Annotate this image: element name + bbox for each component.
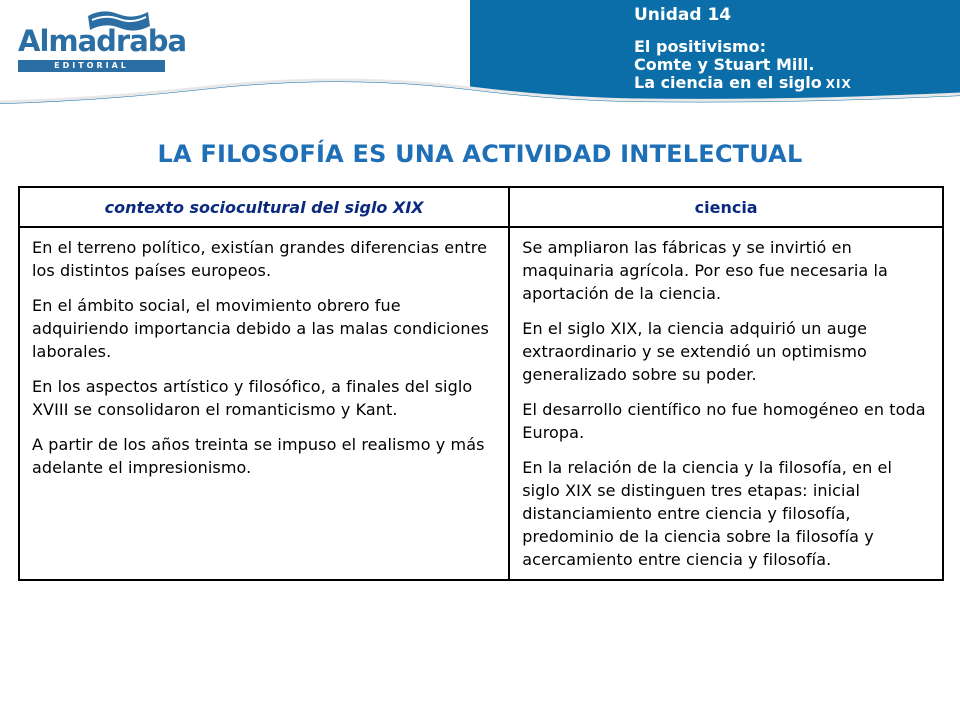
topic-line-3	[634, 74, 852, 93]
logo-subword: EDITORIAL	[18, 60, 165, 72]
cell-science	[509, 227, 943, 580]
topic-suffix: XIX	[825, 77, 852, 91]
logo-word: Almadraba	[18, 24, 187, 58]
cell-context	[19, 227, 509, 580]
topic-line-3-text: La ciencia en el siglo	[634, 73, 822, 92]
header-band	[0, 0, 960, 110]
header-cell-context: contexto sociocultural del siglo XIX	[19, 187, 509, 227]
science-paragraph: El desarrollo científico no fue homogéneo en toda Europa.	[522, 400, 926, 442]
context-paragraph: A partir de los años treinta se impuso el realismo y más adelante el impresionismo.	[32, 435, 485, 477]
context-paragraph: En el terreno político, existían grandes diferencias entre los distintos países europeos.	[32, 238, 488, 280]
comparison-table	[18, 186, 944, 581]
table-row	[19, 227, 943, 580]
context-paragraph: En los aspectos artístico y filosófico, a finales del siglo XVIII se consolidaron el romanticismo y Kant.	[32, 377, 473, 419]
header-text	[634, 4, 852, 93]
table-header-row	[19, 187, 943, 227]
unit-label: Unidad 14	[634, 5, 732, 25]
science-paragraph: En la relación de la ciencia y la filosofía, en el siglo XIX se distinguen tres etapas: inicial distanciamiento entre ciencia y filosofía, predominio de la ciencia sobre la filosofía y acercamiento entre ciencia y filosofía.	[522, 458, 893, 569]
science-paragraph: Se ampliaron las fábricas y se invirtió en maquinaria agrícola. Por eso fue necesaria la aportación de la ciencia.	[522, 238, 888, 303]
topic-line-2: Comte y Stuart Mill.	[634, 55, 815, 74]
page-title: LA FILOSOFÍA ES UNA ACTIVIDAD INTELECTUAL	[157, 140, 803, 168]
topic-line-1: El positivismo:	[634, 37, 767, 56]
context-paragraph: En el ámbito social, el movimiento obrero fue adquiriendo importancia debido a las malas condiciones laborales.	[32, 296, 489, 361]
header-cell-science: ciencia	[509, 187, 943, 227]
science-paragraph: En el siglo XIX, la ciencia adquirió un auge extraordinario y se extendió un optimismo generalizado sobre su poder.	[522, 319, 868, 384]
